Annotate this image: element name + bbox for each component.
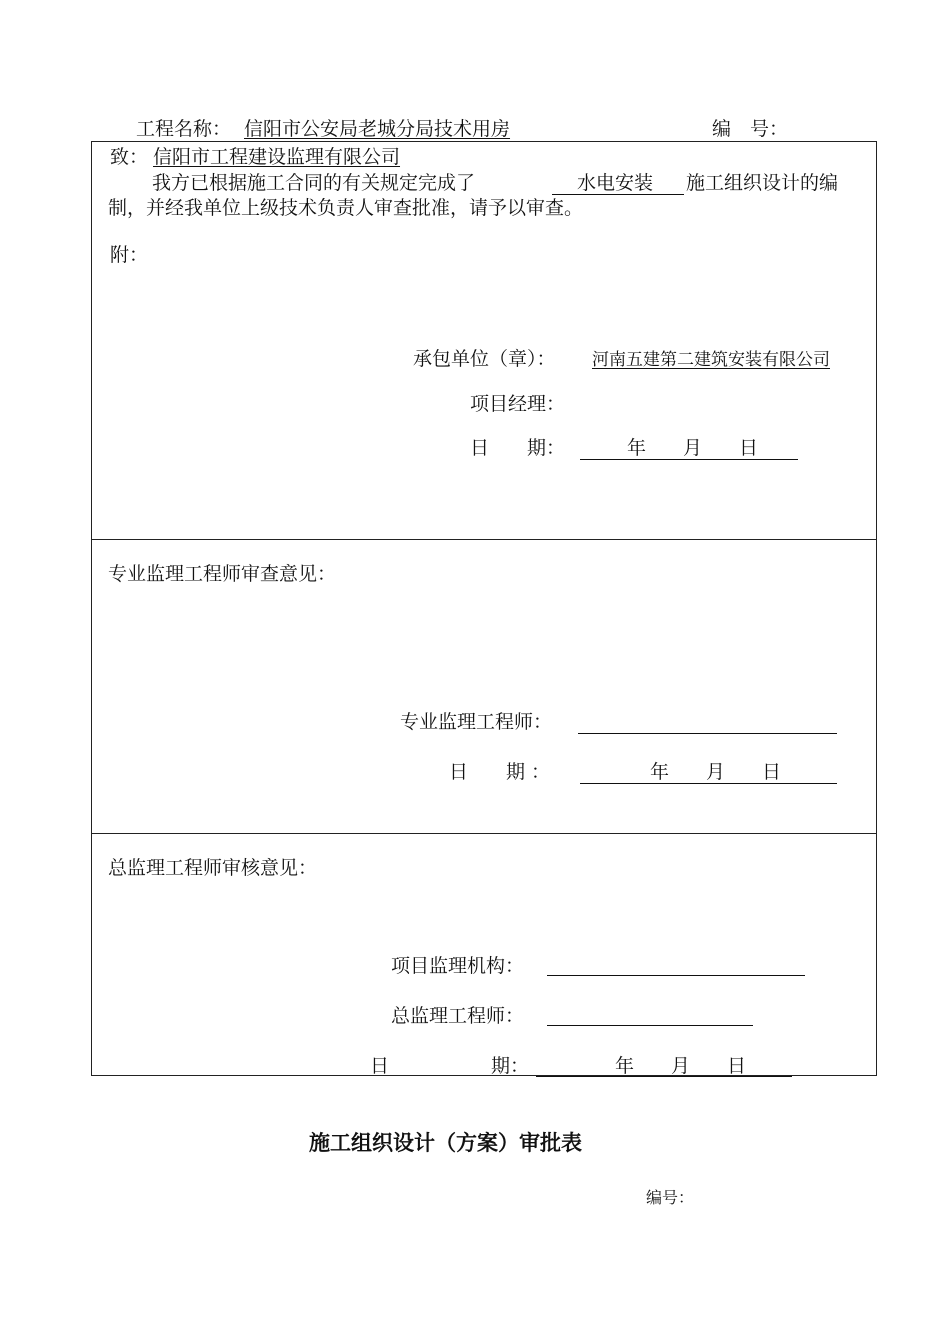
addressee-label: 致： bbox=[110, 146, 149, 168]
contractor-date-day: 日 bbox=[739, 437, 759, 459]
contractor-date-underline bbox=[580, 459, 798, 460]
chief-date-day: 日 bbox=[727, 1055, 747, 1077]
form-number-label: 编号： bbox=[646, 1188, 695, 1207]
body-text-suffix: 施工组织设计的编 bbox=[686, 172, 839, 194]
work-item-value: 水电安装 bbox=[577, 172, 654, 194]
specialist-engineer-underline bbox=[578, 733, 837, 734]
chief-opinion-label: 总监理工程师审核意见： bbox=[108, 857, 318, 879]
number-label: 编 号： bbox=[712, 118, 789, 140]
chief-engineer-underline bbox=[547, 1025, 753, 1026]
specialist-date-day: 日 bbox=[762, 761, 782, 783]
supervision-org-label: 项目监理机构： bbox=[391, 955, 525, 977]
contractor-name: 河南五建第二建筑安装有限公司 bbox=[592, 350, 830, 370]
specialist-date-label: 日 期 ： bbox=[449, 761, 551, 783]
specialist-date-underline bbox=[580, 783, 837, 784]
specialist-engineer-label: 专业监理工程师： bbox=[400, 711, 553, 733]
attachment-label: 附： bbox=[110, 244, 149, 266]
contractor-date-month: 月 bbox=[683, 437, 703, 459]
body-text-line2: 制，并经我单位上级技术负责人审查批准，请予以审查。 bbox=[108, 197, 584, 219]
specialist-opinion-label: 专业监理工程师审查意见： bbox=[108, 563, 337, 585]
chief-date-label-period: 期： bbox=[491, 1055, 530, 1077]
body-text-prefix: 我方已根据施工合同的有关规定完成了 bbox=[152, 172, 476, 194]
contractor-label: 承包单位（章）： bbox=[413, 348, 556, 370]
contractor-date-label: 日 期： bbox=[470, 437, 566, 459]
supervision-org-underline bbox=[547, 975, 805, 976]
work-item-underline bbox=[552, 194, 684, 195]
chief-date-year: 年 bbox=[615, 1055, 635, 1077]
chief-date-label-day: 日 bbox=[370, 1055, 390, 1077]
approval-form-table bbox=[91, 141, 877, 1076]
chief-date-month: 月 bbox=[671, 1055, 691, 1077]
chief-engineer-label: 总监理工程师： bbox=[391, 1005, 525, 1027]
specialist-date-year: 年 bbox=[650, 761, 670, 783]
project-name-label: 工程名称： bbox=[136, 118, 232, 140]
project-name-value: 信阳市公安局老城分局技术用房 bbox=[244, 118, 511, 140]
addressee-name: 信阳市工程建设监理有限公司 bbox=[153, 146, 401, 168]
section-divider-1 bbox=[91, 539, 877, 540]
chief-date-underline bbox=[536, 1076, 792, 1077]
project-manager-label: 项目经理： bbox=[470, 393, 566, 415]
specialist-date-month: 月 bbox=[706, 761, 726, 783]
contractor-date-year: 年 bbox=[627, 437, 647, 459]
section-divider-2 bbox=[91, 833, 877, 834]
form-title: 施工组织设计（方案）审批表 bbox=[309, 1131, 582, 1155]
